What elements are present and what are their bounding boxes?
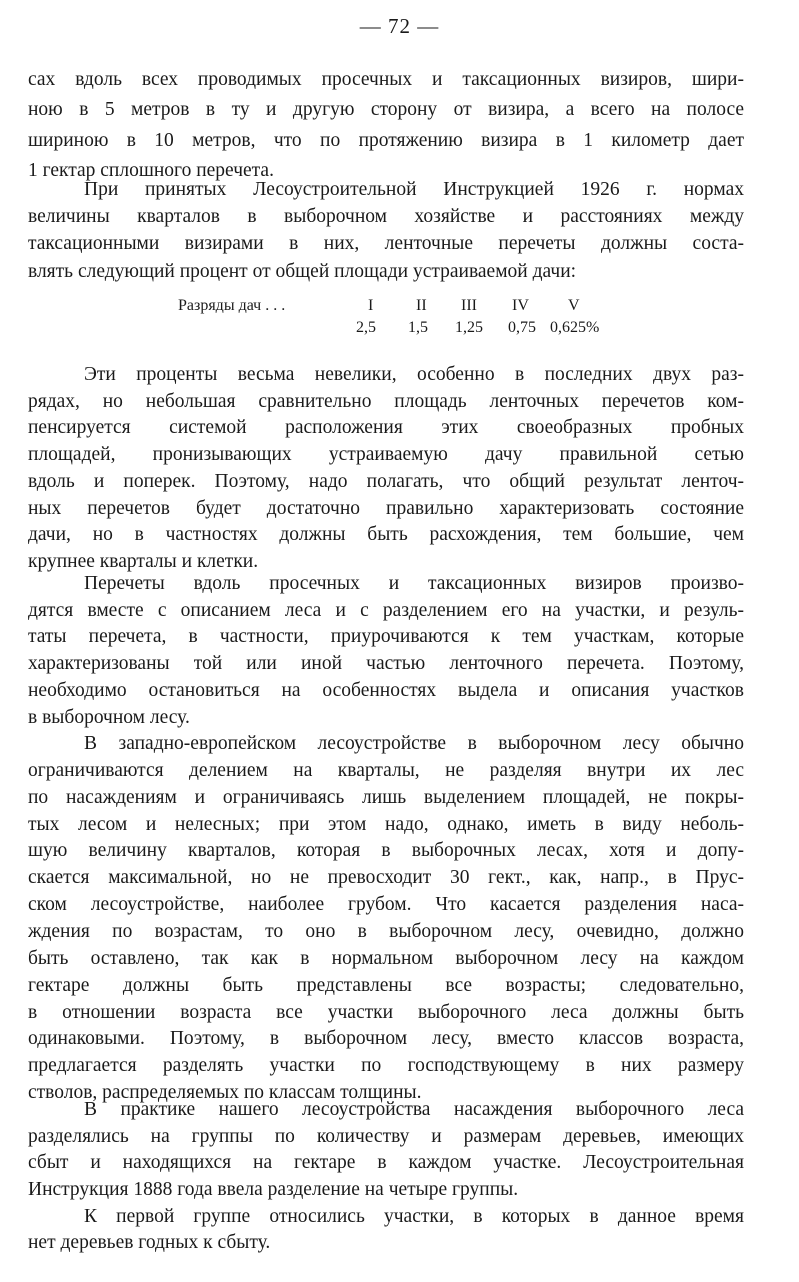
paragraph-2-line: При принятых Лесоустроительной Инструкцией 1926 г. нормах — [84, 179, 744, 200]
ranks-header-4: IV — [512, 297, 529, 314]
paragraph-5-line: стволов, распределяемых по классам толщины. — [28, 1082, 422, 1103]
paragraph-5-line: гектаре должны быть представлены все возрасты; следовательно, — [28, 975, 744, 996]
paragraph-3-line: площадей, пронизывающих устраиваемую дачу правильной сетью — [28, 444, 744, 465]
paragraph-5-line: шую величину кварталов, которая в выборочных лесах, хотя и допу- — [28, 840, 744, 861]
paragraph-5-line: В западно-европейском лесоустройстве в выборочном лесу обычно — [84, 733, 744, 754]
paragraph-7-line: К первой группе относились участки, в которых в данное время — [84, 1206, 744, 1227]
paragraph-7-line: нет деревьев годных к сбыту. — [28, 1232, 271, 1253]
paragraph-3-line: ных перечетов будет достаточно правильно характеризовать состояние — [28, 498, 744, 519]
paragraph-1-line: ною в 5 метров в ту и другую сторону от визира, а всего на полосе — [28, 99, 744, 120]
paragraph-5-line: ском лесоустройстве, наиболее грубом. Что касается разделения наса- — [28, 894, 744, 915]
paragraph-1-line: 1 гектар сплошного перечета. — [28, 160, 274, 181]
paragraph-3-line: Эти проценты весьма невелики, особенно в последних двух раз- — [84, 364, 744, 385]
paragraph-6-line: Инструкция 1888 года ввела разделение на четыре группы. — [28, 1179, 519, 1200]
ranks-value-1: 2,5 — [356, 319, 376, 336]
paragraph-2-line: таксационными визирами в них, ленточные перечеты должны соста- — [28, 233, 744, 254]
paragraph-5-line: ждения по возрастам, то оно в выборочном лесу, очевидно, должно — [28, 921, 744, 942]
paragraph-3-line: рядах, но небольшая сравнительно площадь ленточных перечетов ком- — [28, 391, 744, 412]
paragraph-4-line: дятся вместе с описанием леса и с разделением его на участки, и резуль- — [28, 600, 744, 621]
paragraph-2-line: влять следующий процент от общей площади устраиваемой дачи: — [28, 261, 577, 282]
paragraph-4-line: Перечеты вдоль просечных и таксационных визиров произво- — [84, 573, 744, 594]
paragraph-1-line: сах вдоль всех проводимых просечных и таксационных визиров, шири- — [28, 69, 744, 90]
ranks-header-1: I — [368, 297, 374, 314]
paragraph-5-line: скается максимальной, но не превосходит 30 гект., как, напр., в Прус- — [28, 867, 744, 888]
paragraph-5-line: тых лесом и нелесных; при этом надо, однако, иметь в виду неболь- — [28, 814, 744, 835]
paragraph-5-line: ограничиваются делением на кварталы, не разделяя внутри их лес — [28, 760, 744, 781]
ranks-value-3: 1,25 — [455, 319, 483, 336]
paragraph-6-line: сбыт и находящихся на гектаре в каждом участке. Лесоустроительная — [28, 1152, 744, 1173]
paragraph-4-line: таты перечета, в частности, приурочиваются к тем участкам, которые — [28, 626, 744, 647]
paragraph-4-line: в выборочном лесу. — [28, 707, 190, 728]
ranks-header-5: V — [568, 297, 580, 314]
paragraph-4-line: необходимо остановиться на особенностях выдела и описания участков — [28, 680, 744, 701]
paragraph-1-line: шириною в 10 метров, что по протяжению визира в 1 километр дает — [28, 130, 744, 151]
ranks-header-3: III — [461, 297, 477, 314]
paragraph-3-line: вдоль и поперек. Поэтому, надо полагать, что общий результат ленточ- — [28, 471, 744, 492]
paragraph-6-line: В практике нашего лесоустройства насаждения выборочного леса — [84, 1099, 744, 1120]
page-number: — 72 — — [359, 14, 440, 38]
paragraph-3-line: пенсируется системой расположения этих своеобразных пробных — [28, 417, 744, 438]
ranks-value-5: 0,625% — [550, 319, 600, 336]
ranks-value-2: 1,5 — [408, 319, 428, 336]
ranks-table-label: Разряды дач . . . — [178, 297, 286, 314]
paragraph-5-line: одинаковыми. Поэтому, в выборочном лесу, вместо классов возраста, — [28, 1028, 744, 1049]
paragraph-3-line: крупнее кварталы и клетки. — [28, 551, 259, 572]
paragraph-4-line: характеризованы той или иной частью ленточного перечета. Поэтому, — [28, 653, 744, 674]
paragraph-5-line: предлагается разделять участки по господствующему в них размеру — [28, 1055, 744, 1076]
paragraph-2-line: величины кварталов в выборочном хозяйстве и расстояниях между — [28, 206, 744, 227]
ranks-header-2: II — [416, 297, 427, 314]
paragraph-3-line: дачи, но в частностях должны быть расхождения, тем большие, чем — [28, 524, 744, 545]
paragraph-5-line: быть оставлено, так как в нормальном выборочном лесу на каждом — [28, 948, 744, 969]
ranks-value-4: 0,75 — [508, 319, 536, 336]
paragraph-6-line: разделялись на группы по количеству и размерам деревьев, имеющих — [28, 1126, 744, 1147]
paragraph-5-line: по насаждениям и ограничиваясь лишь выделением площадей, не покры- — [28, 787, 744, 808]
paragraph-5-line: в отношении возраста все участки выборочного леса должны быть — [28, 1002, 744, 1023]
